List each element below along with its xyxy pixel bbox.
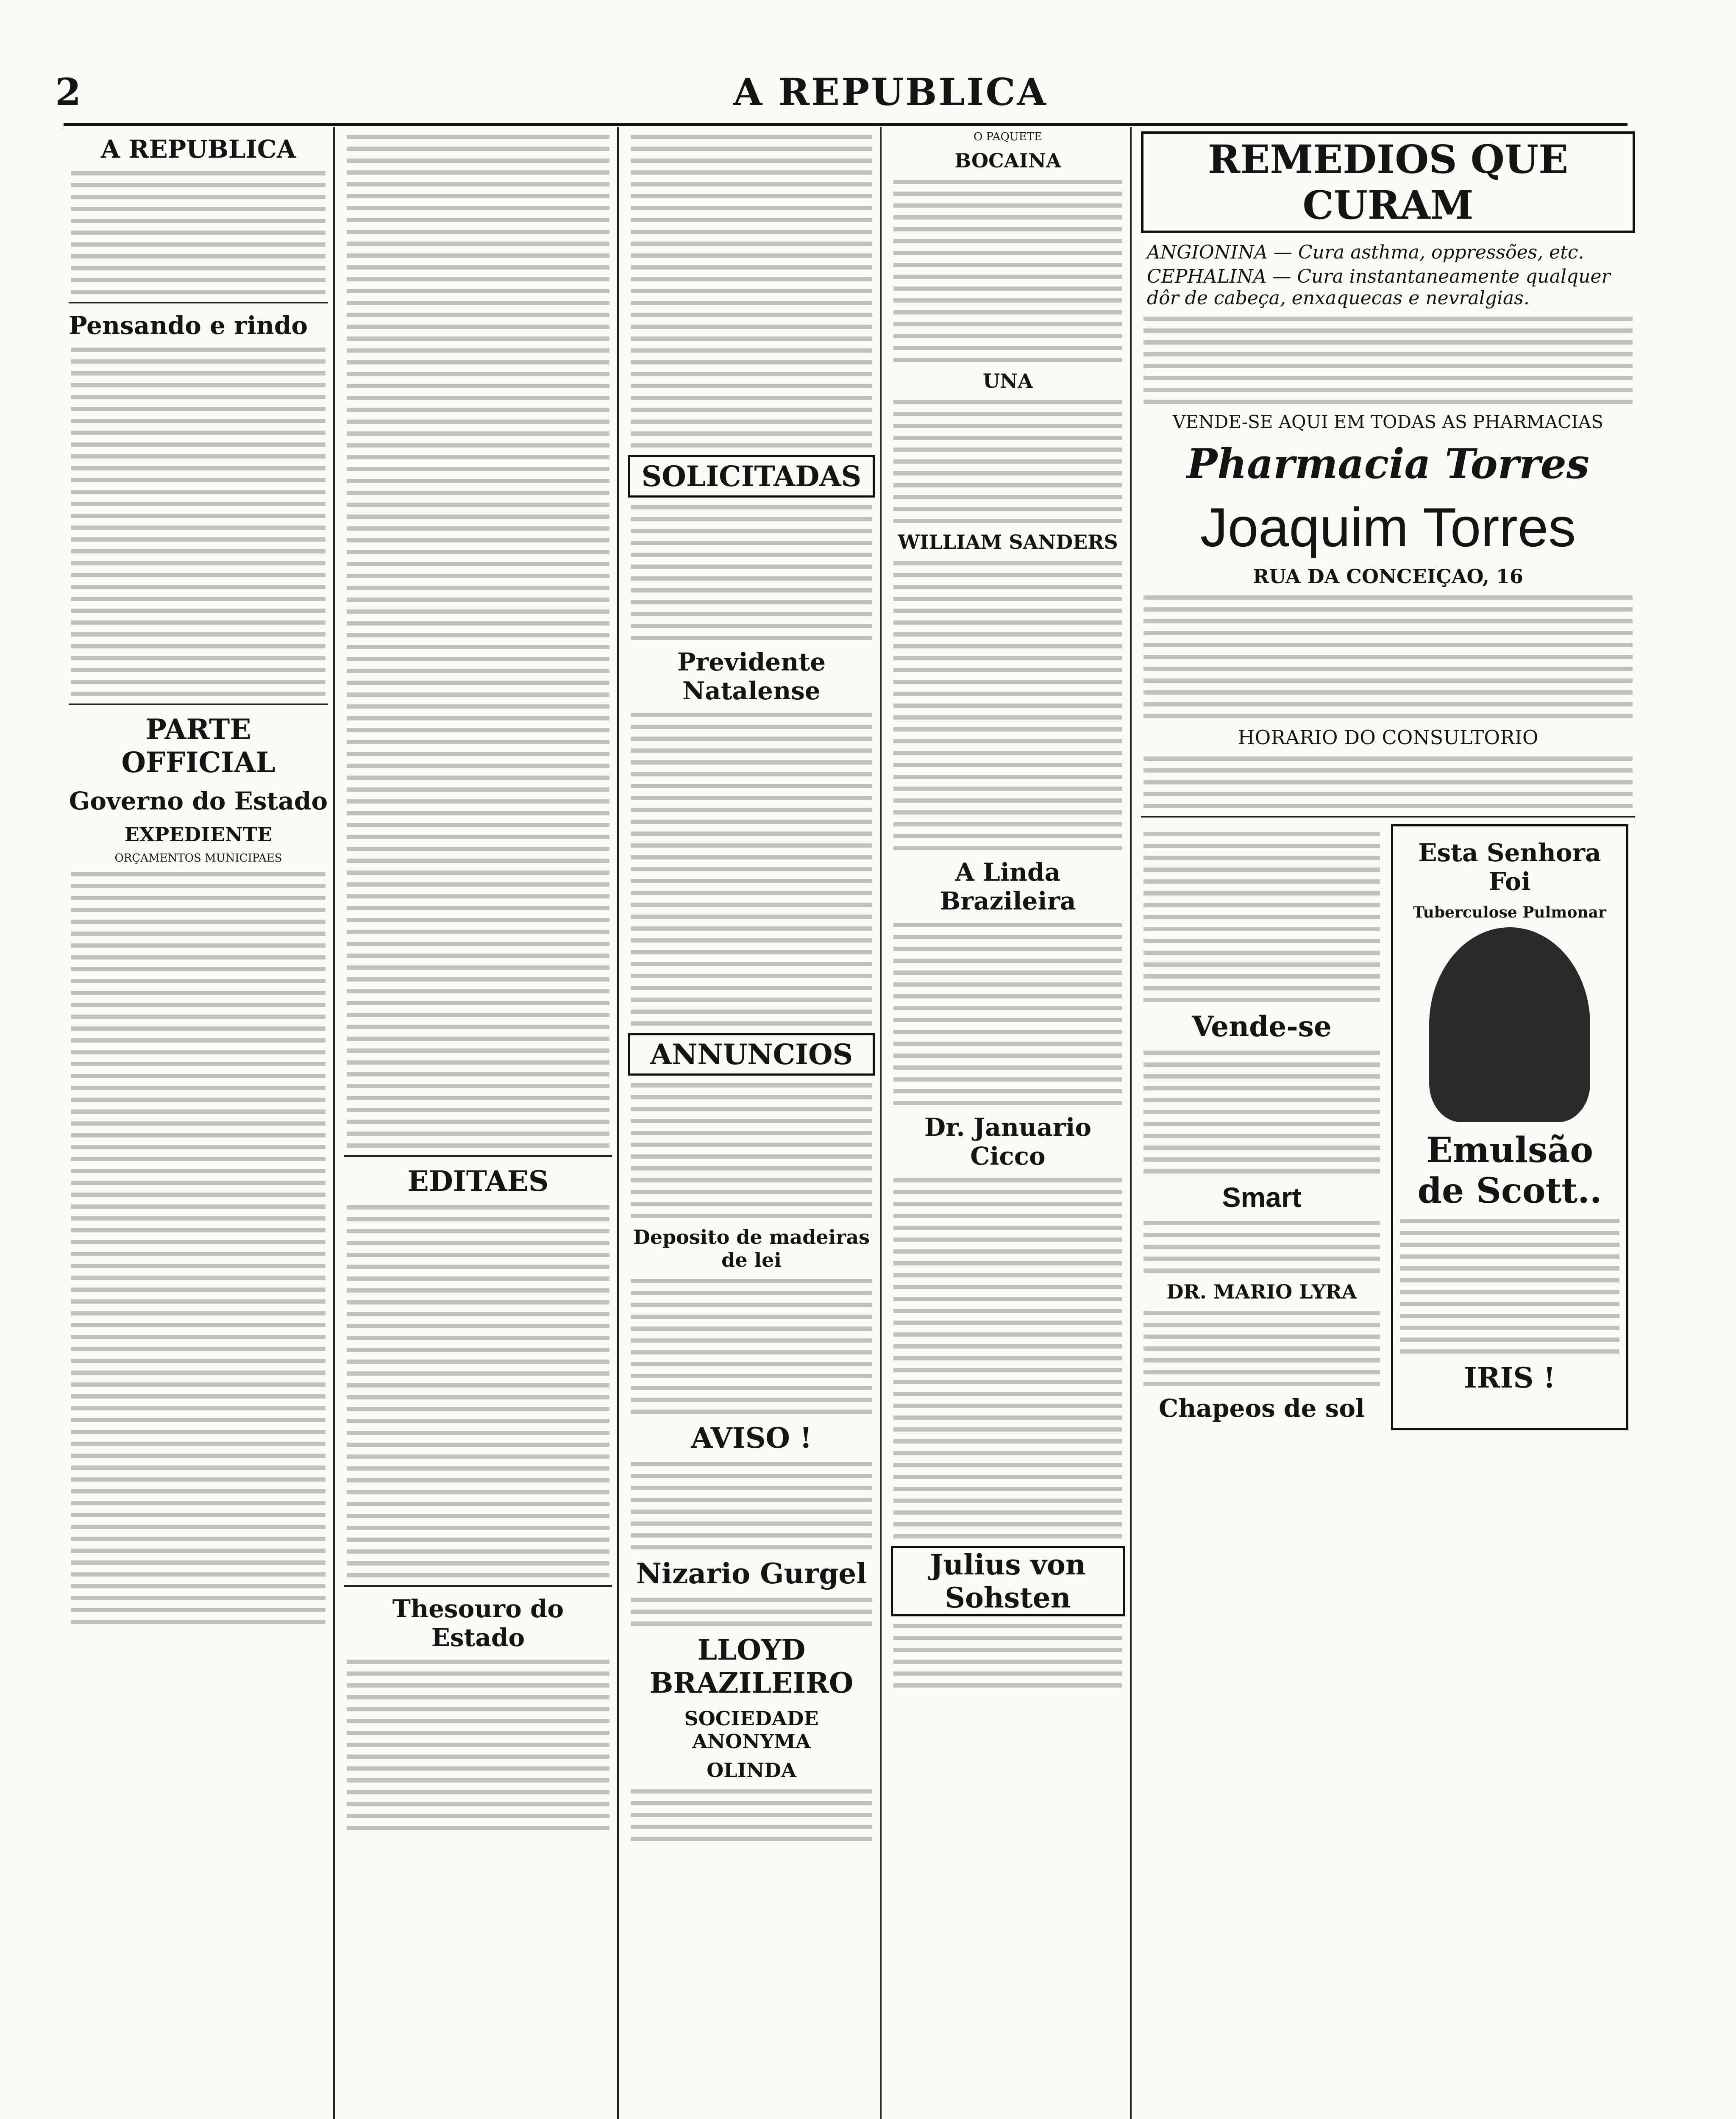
ad-text	[891, 180, 1125, 362]
section-orcamentos: ORÇAMENTOS MUNICIPAES	[114, 852, 282, 865]
column-4	[886, 127, 1132, 2119]
ad-vendese: Vende-se	[1192, 1010, 1332, 1043]
ad-madeiras: Deposito de madeiras de lei	[633, 1226, 870, 1271]
section-previdente: Previdente Natalense	[677, 648, 826, 705]
divider	[1141, 816, 1635, 818]
ad-text	[891, 923, 1125, 1105]
ad-julius: Julius von Sohsten	[891, 1546, 1125, 1616]
ad-sanders: WILLIAM SANDERS	[898, 531, 1118, 553]
ad-cicco: Dr. Januario Cicco	[924, 1113, 1092, 1171]
divider	[344, 1585, 612, 1587]
ad-text	[1397, 1219, 1622, 1354]
section-governo: Governo do Estado	[69, 787, 328, 815]
ad-angionina: ANGIONINA — Cura asthma, oppressões, etc.	[1147, 242, 1584, 263]
ad-smart: Smart	[1222, 1182, 1302, 1213]
article-text	[628, 505, 875, 640]
section-parte-official: PARTE OFFICIAL	[121, 713, 275, 779]
portrait-image	[1429, 927, 1590, 1122]
ad-text	[628, 1598, 875, 1626]
article-text	[344, 1205, 612, 1577]
ad-linda: A Linda Brazileira	[940, 858, 1076, 915]
article-text	[628, 1083, 875, 1218]
ad-text	[1141, 317, 1635, 404]
ad-aviso: AVISO !	[691, 1421, 812, 1454]
ad-text	[891, 400, 1125, 523]
masthead-text	[69, 171, 328, 294]
article-text	[344, 1660, 612, 1830]
ad-sociedade: SOCIEDADE ANONYMA	[684, 1707, 819, 1753]
ad-mario: DR. MARIO LYRA	[1166, 1280, 1357, 1303]
ad-text	[628, 1462, 875, 1549]
section-annuncios: ANNUNCIOS	[628, 1033, 875, 1076]
paper-name: A REPUBLICA	[101, 135, 296, 164]
page-number: 2	[55, 70, 81, 114]
divider	[69, 704, 328, 705]
article-text	[69, 348, 328, 696]
ad-text	[891, 561, 1125, 850]
ad-text	[1141, 595, 1635, 718]
label-paquete: O PAQUETE	[974, 131, 1042, 143]
ad-rua: RUA DA CONCEIÇAO, 16	[1253, 565, 1523, 588]
ad-text	[1141, 832, 1383, 1002]
column-2	[339, 127, 619, 2119]
ship-una: UNA	[983, 370, 1033, 392]
ad-text	[628, 1789, 875, 1841]
ad-text	[628, 1279, 875, 1414]
ad-olinda: OLINDA	[707, 1759, 796, 1782]
ad-iris: IRIS !	[1463, 1361, 1556, 1394]
ship-bocaina: BOCAINA	[954, 149, 1061, 172]
section-editaes: EDITAES	[407, 1165, 549, 1198]
section-pensando: Pensando e rindo	[69, 311, 308, 340]
divider	[69, 302, 328, 303]
ad-text	[891, 1624, 1125, 1688]
ad-chapeus: Chapeos de sol	[1159, 1394, 1365, 1423]
ad-text	[1141, 1311, 1383, 1386]
article-text	[628, 713, 875, 1026]
ad-vende-aqui: VENDE-SE AQUI EM TODAS AS PHARMACIAS	[1173, 412, 1603, 432]
ad-lloyd: LLOYD BRAZILEIRO	[649, 1633, 854, 1699]
column-3	[623, 127, 882, 2119]
ad-horario: HORARIO DO CONSULTORIO	[1238, 726, 1538, 749]
ad-text	[1141, 756, 1635, 808]
column-1	[64, 127, 335, 2119]
ad-emulsao: Emulsão de Scott..	[1417, 1130, 1602, 1211]
section-thesouro: Thesouro do Estado	[392, 1594, 564, 1652]
divider	[344, 1155, 612, 1157]
section-expediente: EXPEDIENTE	[124, 823, 273, 846]
section-solicitadas: SOLICITADAS	[628, 455, 875, 498]
article-text	[344, 135, 612, 1148]
ad-senhora: Esta Senhora Foi	[1418, 838, 1601, 896]
article-text	[628, 135, 875, 448]
ad-tuberculose: Tuberculose Pulmonar	[1413, 904, 1606, 921]
column-5-ads	[1136, 127, 1640, 2119]
ad-nizario: Nizario Gurgel	[636, 1557, 867, 1590]
ad-pharmacia: Pharmacia Torres	[1187, 440, 1589, 488]
ad-cephalina: CEPHALINA — Cura instantaneamente qualquer dôr de cabeça, enxaquecas e nevralgias.	[1147, 266, 1611, 309]
ad-text	[891, 1178, 1125, 1538]
ad-remedios-title: REMEDIOS QUE CURAM	[1141, 131, 1635, 233]
ad-text	[1141, 1221, 1383, 1273]
article-text	[69, 872, 328, 1624]
ad-joaquim: Joaquim Torres	[1200, 496, 1576, 558]
masthead-title: A REPUBLICA	[733, 70, 1048, 114]
masthead-rule	[64, 72, 1628, 126]
ad-text	[1141, 1051, 1383, 1174]
